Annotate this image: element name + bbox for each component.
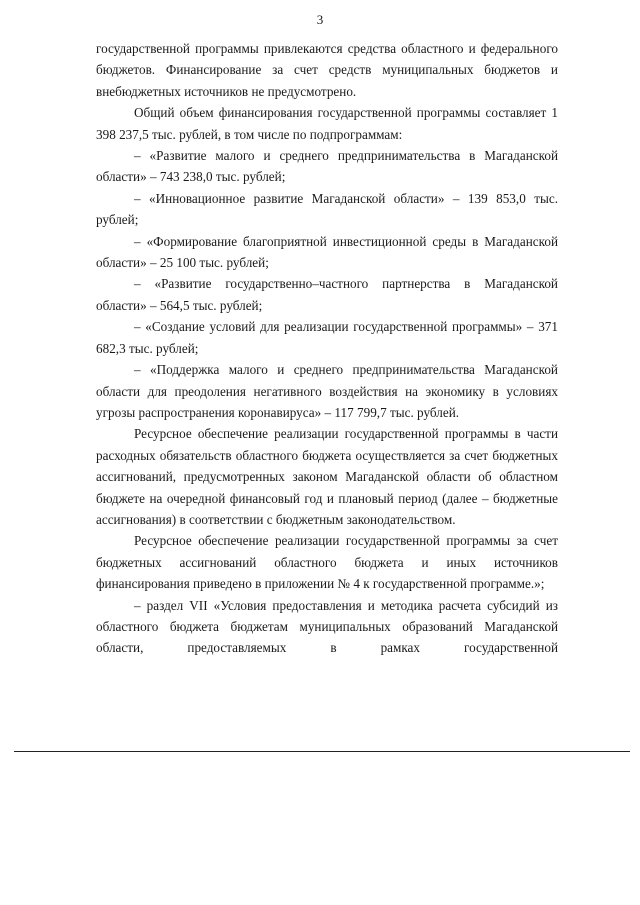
list-item-subprogram-innovation: – «Инновационное развитие Магаданской области» – 139 853,0 тыс. рублей; — [96, 190, 558, 228]
paragraph-resource-appendix: Ресурсное обеспечение реализации государственной программы за счет бюджетных ассигнований областного бюджета и иных источников финансирования приведено в приложении № 4 к государственной программе.»; — [96, 533, 558, 592]
paragraph-total-funding: Общий объем финансирования государственной программы составляет 1 398 237,5 тыс. рублей, в том числе по подпрограммам: — [96, 105, 558, 142]
paragraph-resource-provision: Ресурсное обеспечение реализации государственной программы в части расходных обязательств областного бюджета осуществляется за счет бюджетных ассигнований, предусмотренных законом Магаданской области об областном бюджете на очередной финансовый год и плановый период (далее – бюджетные ассигнования) в соответствии с бюджетным законодательством. — [96, 426, 558, 527]
list-item-subprogram-small-business: – «Развитие малого и среднего предпринимательства в Магаданской области» – 743 238,0 тыс. рублей; — [96, 148, 558, 185]
list-item-subprogram-ppp: – «Развитие государственно–частного партнерства в Магаданской области» – 564,5 тыс. рублей; — [96, 276, 558, 313]
list-item-subprogram-investment: – «Формирование благоприятной инвестиционной среды в Магаданской области» – 25 100 тыс. рублей; — [96, 233, 558, 271]
page-number: 3 — [316, 12, 324, 27]
list-item-subprogram-coronavirus: – «Поддержка малого и среднего предпринимательства Магаданской области для преодоления негативного воздействия на экономику в условиях угрозы распространения коронавируса» – 117 799,7 тыс. рублей. — [96, 362, 558, 420]
paragraph-section-vii: – раздел VII «Условия предоставления и методика расчета субсидий из областного бюджета бюджетам муниципальных образований Магаданской области, предоставляемых в рамках государственной — [96, 597, 558, 656]
document-body — [96, 38, 558, 659]
list-item-subprogram-conditions: – «Создание условий для реализации государственной программы» – 371 682,3 тыс. рублей; — [96, 319, 558, 356]
paragraph-funding-sources: государственной программы привлекаются средства областного и федерального бюджетов. Финансирование за счет средств муниципальных бюджетов и внебюджетных источников не предусмотрено. — [96, 41, 558, 99]
bottom-divider — [14, 751, 630, 752]
